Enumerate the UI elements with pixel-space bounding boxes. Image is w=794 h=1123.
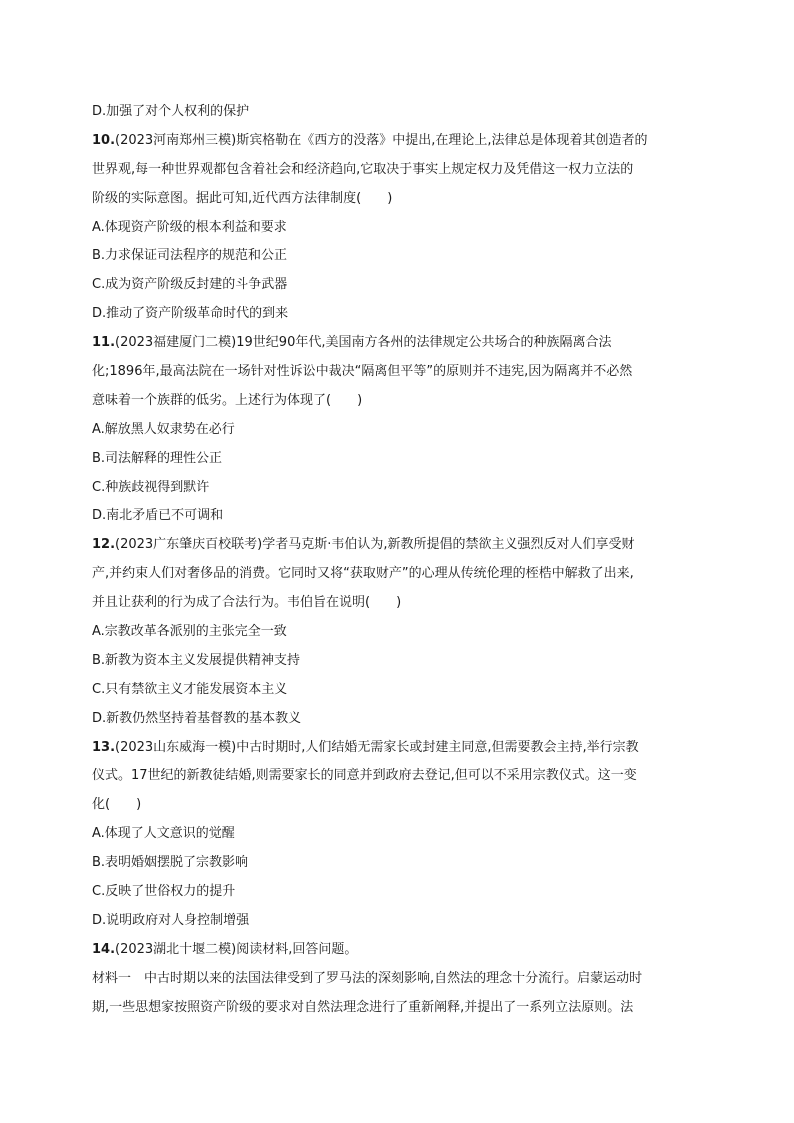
question-12-stem-line-1 bbox=[92, 531, 707, 560]
question-text: (2023广东肇庆百校联考)学者马克斯·韦伯认为,新教所提倡的禁欲主义强烈反对人们享受财 bbox=[115, 537, 635, 553]
material-1-line-1: 材料一 中古时期以来的法国法律受到了罗马法的深刻影响,自然法的理念十分流行。启蒙运动时 bbox=[92, 970, 643, 986]
option-b: B.新教为资本主义发展提供精神支持 bbox=[92, 652, 301, 668]
question-10-stem-line-1 bbox=[92, 127, 707, 156]
option-c: C.成为资产阶级反封建的斗争武器 bbox=[92, 277, 288, 293]
question-9-continued bbox=[92, 98, 707, 127]
option-d: D.推动了资产阶级革命时代的到来 bbox=[92, 306, 289, 322]
question-number: 13. bbox=[92, 739, 116, 755]
question-11 bbox=[92, 329, 707, 531]
question-number: 14. bbox=[92, 941, 116, 957]
option-d: D.南北矛盾已不可调和 bbox=[92, 508, 224, 524]
question-12 bbox=[92, 531, 707, 733]
question-text: (2023湖北十堰二模)阅读材料,回答问题。 bbox=[115, 941, 358, 957]
question-12-stem-line-3: 并且让获利的行为成了合法行为。韦伯旨在说明( ) bbox=[92, 595, 402, 611]
option-d: D.加强了对个人权利的保护 bbox=[92, 104, 250, 119]
option-b: B.力求保证司法程序的规范和公正 bbox=[92, 248, 288, 264]
question-text: (2023河南郑州三模)斯宾格勒在《西方的没落》中提出,在理论上,法律总是体现着其创造者的 bbox=[115, 132, 648, 148]
question-10-stem-line-3: 阶级的实际意图。据此可知,近代西方法律制度( ) bbox=[92, 190, 393, 206]
option-c: C.种族歧视得到默许 bbox=[92, 479, 210, 495]
question-text: (2023山东威海一模)中古时期时,人们结婚无需家长或封建主同意,但需要教会主持,举行宗教 bbox=[115, 739, 639, 755]
question-12-stem-line-2: 产,并约束人们对奢侈品的消费。它同时又将“获取财产”的心理从传统伦理的桎梏中解救了出来, bbox=[92, 566, 634, 582]
question-11-stem-line-1 bbox=[92, 329, 707, 358]
question-13-stem-line-3: 化( ) bbox=[92, 797, 142, 813]
question-10 bbox=[92, 127, 707, 329]
option-a: A.宗教改革各派别的主张完全一致 bbox=[92, 624, 287, 640]
question-13-stem-line-1 bbox=[92, 734, 707, 763]
option-d: D.新教仍然坚持着基督教的基本教义 bbox=[92, 710, 302, 726]
question-10-stem-line-2: 世界观,每一种世界观都包含着社会和经济趋向,它取决于事实上规定权力及凭借这一权力立法的 bbox=[92, 161, 634, 177]
option-a: A.解放黑人奴隶势在必行 bbox=[92, 421, 235, 437]
option-d: D.说明政府对人身控制增强 bbox=[92, 912, 250, 928]
question-14 bbox=[92, 936, 707, 1023]
question-number: 11. bbox=[92, 335, 116, 351]
option-c: C.反映了世俗权力的提升 bbox=[92, 884, 236, 900]
material-1-line-2: 期,一些思想家按照资产阶级的要求对自然法理念进行了重新阐释,并提出了一系列立法原则。法 bbox=[92, 999, 634, 1015]
question-13-stem-line-2: 仪式。17世纪的新教徒结婚,则需要家长的同意并到政府去登记,但可以不采用宗教仪式。这一变 bbox=[92, 768, 637, 784]
question-number: 10. bbox=[92, 132, 116, 148]
question-text: (2023福建厦门二模)19世纪90年代,美国南方各州的法律规定公共场合的种族隔离合法 bbox=[115, 335, 612, 351]
option-b: B.司法解释的理性公正 bbox=[92, 450, 223, 466]
option-b: B.表明婚姻摆脱了宗教影响 bbox=[92, 855, 249, 871]
question-11-stem-line-2: 化;1896年,最高法院在一场针对性诉讼中裁决“隔离但平等”的原则并不违宪,因为隔离并不必然 bbox=[92, 364, 633, 380]
question-13 bbox=[92, 734, 707, 936]
option-a: A.体现了人文意识的觉醒 bbox=[92, 826, 235, 842]
question-11-stem-line-3: 意味着一个族群的低劣。上述行为体现了( ) bbox=[92, 392, 363, 408]
exam-content bbox=[92, 98, 707, 1023]
question-number: 12. bbox=[92, 537, 116, 553]
option-a: A.体现资产阶级的根本利益和要求 bbox=[92, 219, 287, 235]
question-14-stem-line-1 bbox=[92, 936, 707, 965]
option-c: C.只有禁欲主义才能发展资本主义 bbox=[92, 681, 288, 697]
